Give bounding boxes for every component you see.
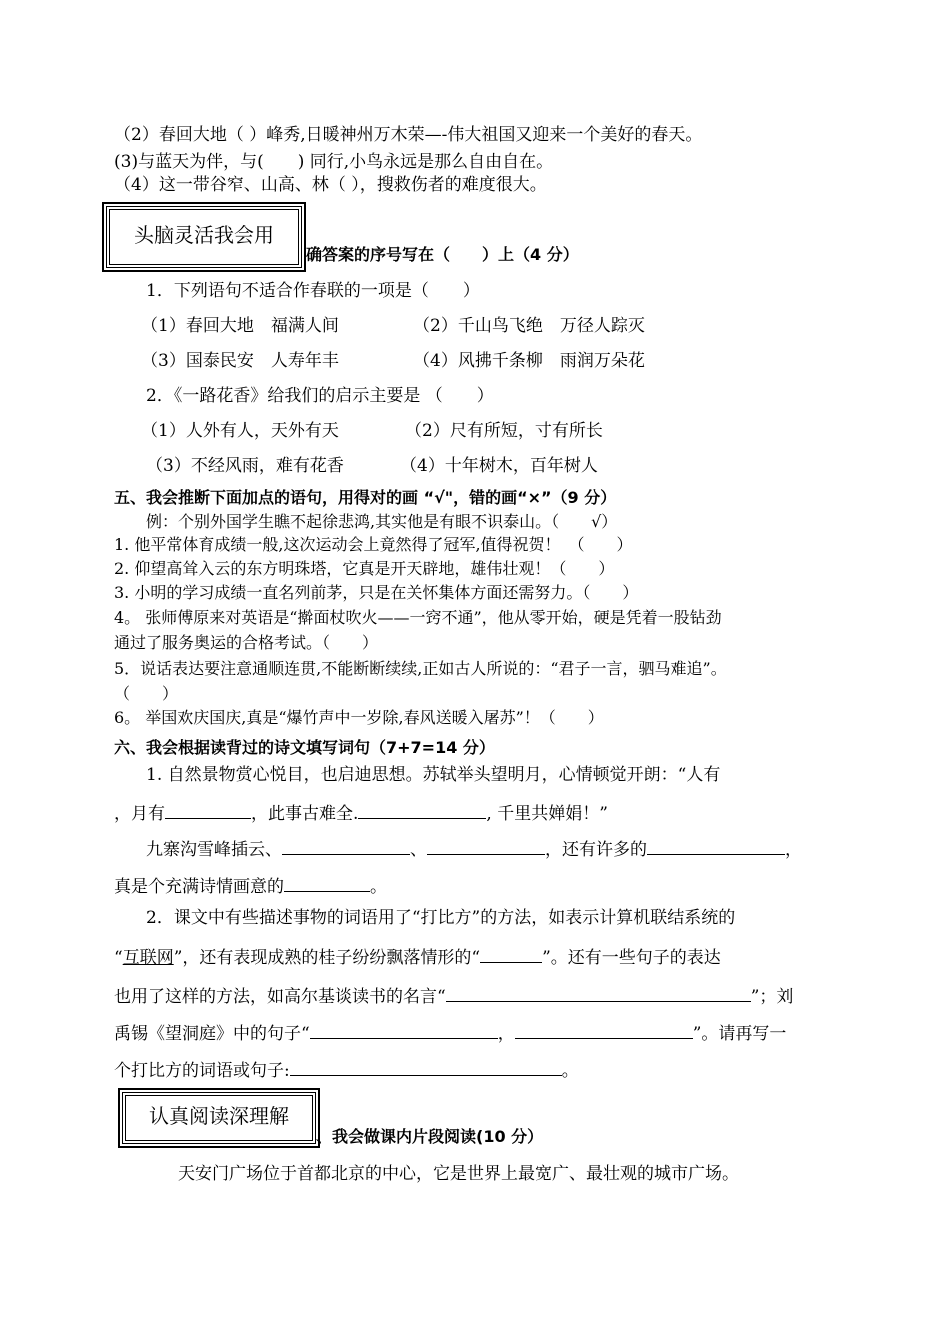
line-bird-sentence: (3)与蓝天为伴，与( ) 同行,小鸟永远是那么自由自在。 (114, 152, 554, 172)
blank-3[interactable] (282, 836, 410, 855)
blank-6[interactable] (284, 873, 370, 892)
judge-item-4-cont: 通过了服务奥运的合格考试。（ ） (114, 633, 379, 652)
blank-1[interactable] (165, 800, 251, 819)
judge-item-1: 1. 他平常体育成绩一般,这次运动会上竟然得了冠军,值得祝贺！ （ ） (114, 535, 633, 554)
blank-5[interactable] (647, 836, 785, 855)
blank-9[interactable] (310, 1020, 498, 1039)
section-badge-reading: 认真阅读深理解 (122, 1092, 316, 1144)
blank-8[interactable] (446, 983, 751, 1002)
section7-heading: 、我会做课内片段阅读(10 分） (316, 1127, 544, 1146)
judge-item-3: 3. 小明的学习成绩一直名列前茅，只是在关怀集体方面还需努力。（ ） (114, 583, 639, 602)
section4-heading: 确答案的序号写在（ ）上（4 分） (306, 245, 579, 264)
poem-q2-line4: 禹锡《望洞庭》中的句子“ ， ”。请再写一 (114, 1020, 786, 1045)
option-1-1: （1）春回大地 福满人间 (141, 316, 339, 336)
option-2-3: （3）不经风雨，难有花香 (146, 456, 344, 476)
question-1: 1．下列语句不适合作春联的一项是（ ） (146, 281, 480, 301)
poem-q1-line4: 真是个充满诗情画意的 。 (114, 873, 387, 898)
line-spring-sentence: （2）春回大地（ ）峰秀,日暖神州万木荣—-伟大祖国又迎来一个美好的春天。 (114, 125, 703, 145)
judge-item-4: 4。 张师傅原来对英语是“擀面杖吹火——一窍不通”，他从零开始，硬是凭着一股钻劲 (114, 608, 722, 627)
option-1-3: （3）国泰民安 人寿年丰 (141, 351, 339, 371)
option-2-1: （1）人外有人，天外有天 (141, 421, 339, 441)
poem-q2-line1: 2．课文中有些描述事物的词语用了“打比方”的方法，如表示计算机联结系统的 (146, 908, 736, 928)
poem-q1-line3: 九寨沟雪峰插云、 、 ，还有许多的 ， (146, 836, 802, 861)
option-1-4: （4）风拂千条柳 雨润万朵花 (413, 351, 645, 371)
blank-7[interactable] (480, 944, 542, 963)
poem-q2-line3: 也用了这样的方法，如高尔基谈读书的名言“ ”；刘 (114, 983, 793, 1008)
poem-q2-line2: “互联网”，还有表现成熟的桂子纷纷飘落情形的“ ”。还有一些句子的表达 (114, 944, 721, 969)
section-badge-brain: 头脑灵活我会用 (106, 206, 302, 268)
judge-item-5: 5．说话表达要注意通顺连贯,不能断断续续,正如古人所说的：“君子一言，驷马难追”。 (114, 659, 727, 678)
judge-item-5-cont: （ ） (114, 684, 179, 703)
reading-passage: 天安门广场位于首都北京的中心，它是世界上最宽广、最壮观的城市广场。 (178, 1164, 739, 1184)
poem-q1-line2: ，月有 ，此事古难全. , 千里共婵娟！” (114, 800, 608, 825)
poem-q2-line5: 个打比方的词语或句子: 。 (114, 1057, 579, 1082)
option-1-2: （2）千山鸟飞绝 万径人踪灭 (413, 316, 645, 336)
blank-11[interactable] (290, 1057, 562, 1076)
option-2-2: （2）尺有所短，寸有所长 (405, 421, 603, 441)
section5-example: 例：个别外国学生瞧不起徐悲鸿,其实他是有眼不识泰山。（ √） (146, 512, 618, 531)
underlined-word: 互联网 (122, 948, 174, 968)
blank-4[interactable] (427, 836, 545, 855)
poem-q1-line1: 1. 自然景物赏心悦目，也启迪思想。苏轼举头望明月，心情顿觉开朗：“人有 (146, 765, 721, 785)
question-2: 2．《一路花香》给我们的启示主要是 （ ） (146, 386, 494, 406)
section5-heading: 五、我会推断下面加点的语句，用得对的画 “√"，错的画“×”（9 分） (114, 488, 617, 507)
option-2-4: （4）十年树木，百年树人 (400, 456, 598, 476)
judge-item-2: 2. 仰望高耸入云的东方明珠塔，它真是开天辟地，雄伟壮观！（ ） (114, 559, 615, 578)
blank-10[interactable] (515, 1020, 693, 1039)
judge-item-6: 6。 举国欢庆国庆,真是“爆竹声中一岁除,春风送暖入屠苏”！（ ） (114, 708, 604, 727)
line-rescue-sentence: （4）这一带谷窄、山高、林（ ），搜救伤者的难度很大。 (114, 175, 547, 195)
section6-heading: 六、我会根据读背过的诗文填写词句（7+7=14 分） (114, 738, 495, 757)
blank-2[interactable] (358, 800, 486, 819)
